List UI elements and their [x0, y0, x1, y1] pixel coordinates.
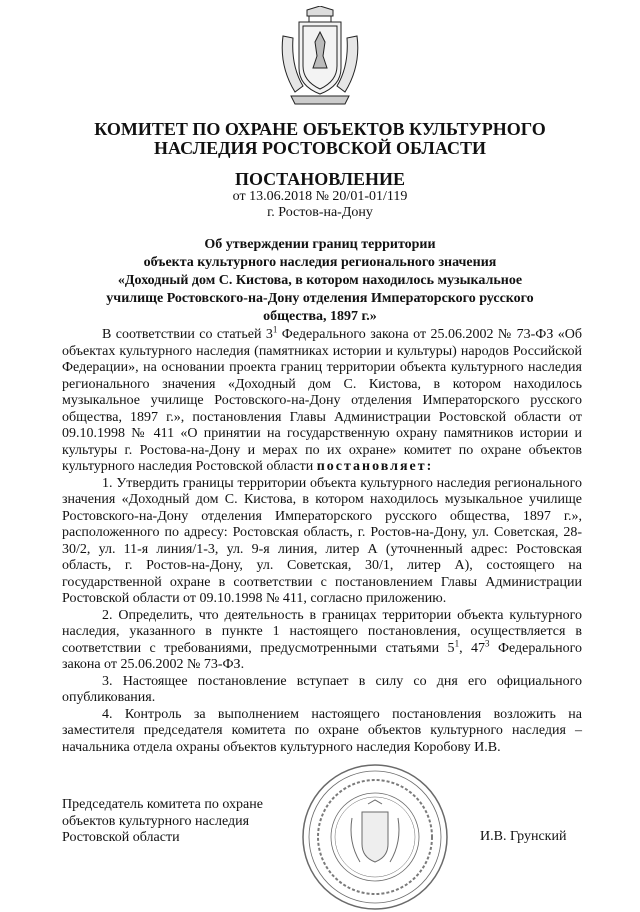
document-subject — [60, 236, 580, 326]
date-number: от 13.06.2018 № 20/01-01/119 — [232, 189, 408, 204]
position-line: объектов культурного наследия — [62, 813, 250, 829]
superscript: 1 — [454, 637, 460, 648]
preamble-text: Федерального закона от 25.06.2002 № 73-ФЗ «Об объектах культурного наследия (памятниках истории и культуры) народов Российской Федерации», на основании проекта границ территории объекта культурного наследия регионального значения «Доходный дом С. Кистова, в котором находилось музыкальное училище Ростовского-на-Дону отделения Императорского русского общества, 1897 г.», постановления Главы Администрации Ростовской области от 09.10.1998 № 411 «О принятии на государственную охрану памятников истории и культуры г. Ростова-на-Дону и мерах по их охране» комитет по охране объектов культурного наследия Ростовской области — [62, 327, 582, 474]
item-text: Федерального закона от 25.06.2002 № 73-ФЗ. — [62, 640, 582, 672]
city: г. Ростов-на-Дону — [267, 205, 373, 220]
subject-line: «Доходный дом С. Кистова, в котором находилось музыкальное — [117, 273, 523, 288]
resolves-word: постановляет: — [316, 459, 434, 474]
superscript: 1 — [272, 324, 278, 335]
org-line-1: КОМИТЕТ ПО ОХРАНЕ ОБЪЕКТОВ КУЛЬТУРНОГО — [94, 119, 546, 139]
document-body — [62, 324, 582, 756]
preamble-text: В соответствии со статьей 3 — [102, 327, 273, 342]
organization-name — [0, 120, 640, 158]
subject-line: общества, 1897 г.» — [263, 309, 377, 324]
preamble-paragraph — [62, 324, 582, 476]
subject-line: Об утверждении границ территории — [204, 237, 436, 252]
subject-line: училище Ростовского-на-Дону отделения Императорского русского — [106, 291, 534, 306]
coat-of-arms-emblem — [279, 6, 361, 106]
item-4: 4. Контроль за выполнением настоящего постановления возложить на заместителя председателя комитета по охране объектов культурного наследия – начальника отдела охраны объектов культурного наследия Коробову И.В. — [62, 706, 582, 755]
item-text: 2. Определить, что деятельность в границах территории объекта культурного наследия, указанного в пункте 1 настоящего постановления, осуществляется в соответствии с требованиями, предусмотренными статьями 5 — [62, 607, 582, 656]
position-line: Председатель комитета по охране — [62, 797, 263, 812]
signatory-position — [62, 797, 263, 847]
org-line-2: НАСЛЕДИЯ РОСТОВСКОЙ ОБЛАСТИ — [154, 138, 486, 158]
signatory-name: И.В. Грунский — [480, 829, 567, 844]
item-text: , 47 — [459, 640, 486, 656]
item-3: 3. Настоящее постановление вступает в силу со дня его официального опубликования. — [62, 673, 582, 705]
position-line: Ростовской области — [62, 830, 180, 845]
item-1: 1. Утвердить границы территории объекта культурного наследия регионального значения «Доходный дом С. Кистова, в котором находилось музыкальное училище Ростовского-на-Дону отделения Императорского русского общества, 1897 г.», расположенного по адресу: Ростовская область, г. Ростов-на-Дону, ул. Советская, 28-30/2, ул. 11-я линия/1-3, ул. 9-я линия, литер А (уточненный адрес: Ростовская область, г. Ростов-на-Дону, ул. Советская, 30/1, литер А), состоящего на государственной охране в соответствии с постановлением Главы Администрации Ростовской области от 09.10.1998 № 411, согласно приложению. — [62, 475, 582, 606]
document-type: ПОСТАНОВЛЕНИЕ — [234, 169, 406, 189]
item-2 — [62, 608, 582, 674]
official-seal-stamp — [300, 762, 450, 912]
subject-line: объекта культурного наследия регионального значения — [143, 255, 497, 270]
superscript: 3 — [485, 637, 490, 648]
